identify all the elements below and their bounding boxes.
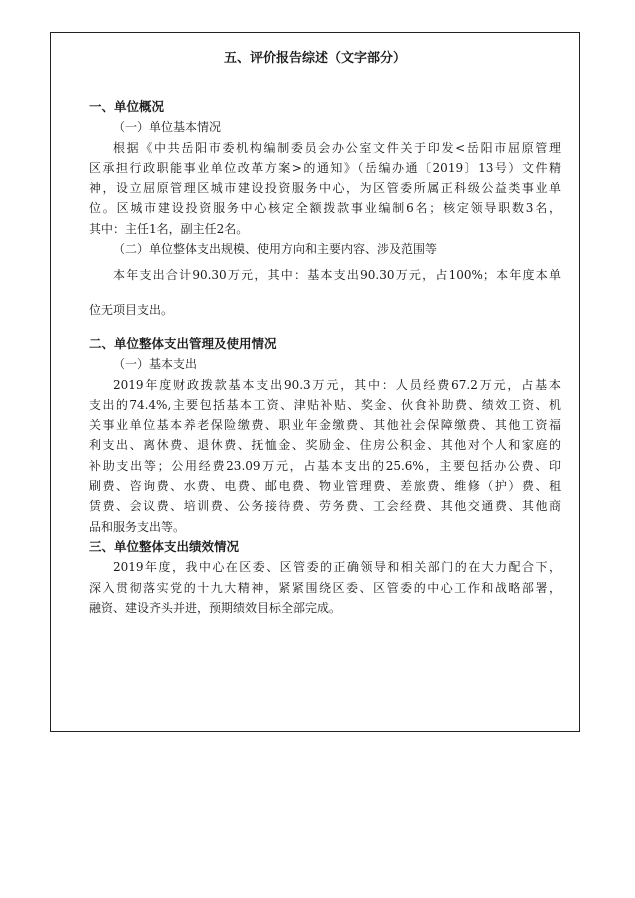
section-heading-1: 一、单位概况 — [89, 99, 165, 114]
paragraph-line: 关事业单位基本养老保险缴费、职业年金缴费、其他社会保障缴费、其他工资福 — [89, 418, 561, 433]
subheading-basic-info: （一）单位基本情况 — [113, 120, 222, 135]
paragraph-line: 区承担行政职能事业单位改革方案>的通知》（岳编办通〔2019〕13号）文件精 — [89, 160, 561, 175]
paragraph-line: 2019年度，我中心在区委、区管委的正确领导和相关部门的在大力配合下， — [113, 560, 561, 575]
paragraph-line: 赁费、会议费、培训费、公务接待费、劳务费、工会经费、其他交通费、其他商 — [89, 499, 561, 514]
paragraph-line: 支出的74.4%,主要包括基本工资、津贴补贴、奖金、伙食补助费、绩效工资、机 — [89, 397, 561, 412]
paragraph-line: 补助支出等；公用经费23.09万元，占基本支出的25.6%，主要包括办公费、印 — [89, 458, 561, 473]
section-heading-2: 二、单位整体支出管理及使用情况 — [89, 335, 277, 351]
paragraph-line: 本年支出合计90.30万元，其中：基本支出90.30万元，占100%；本年度本单 — [113, 268, 561, 283]
page-title: 五、评价报告综述（文字部分） — [223, 51, 406, 66]
paragraph-line: 刷费、咨询费、水费、电费、邮电费、物业管理费、差旅费、维修（护）费、租 — [89, 479, 561, 494]
report-body — [89, 97, 561, 618]
subheading-basic-expenditure: （一）基本支出 — [113, 357, 198, 372]
paragraph-line: 根据《中共岳阳市委机构编制委员会办公室文件关于印发<岳阳市屈原管理 — [113, 140, 561, 155]
paragraph-line: 融资、建设齐头并进，预期绩效目标全部完成。 — [89, 600, 342, 615]
paragraph-line: 位。区城市建设投资服务中心核定全额拨款事业编制6名；核定领导职数3名， — [89, 201, 561, 216]
paragraph-line: 神，设立屈原管理区城市建设投资服务中心，为区管委所属正科级公益类事业单 — [89, 181, 561, 196]
paragraph-line: 深入贯彻落实党的十九大精神，紧紧围绕区委、区管委的中心工作和战略部署， — [89, 580, 561, 595]
paragraph-line: 利支出、离休费、退休费、抚恤金、奖励金、住房公积金、其他对个人和家庭的 — [89, 438, 561, 453]
report-frame — [50, 32, 580, 732]
subheading-expenditure-scale: （二）单位整体支出规模、使用方向和主要内容、涉及范围等 — [113, 242, 438, 257]
section-heading-3: 三、单位整体支出绩效情况 — [89, 538, 240, 554]
paragraph-line: 位无项目支出。 — [89, 302, 174, 317]
paragraph-line: 品和服务支出等。 — [89, 519, 186, 534]
paragraph-line: 2019年度财政拨款基本支出90.3万元，其中：人员经费67.2万元，占基本 — [113, 377, 561, 392]
paragraph-line: 其中：主任1名，副主任2名。 — [89, 221, 249, 236]
